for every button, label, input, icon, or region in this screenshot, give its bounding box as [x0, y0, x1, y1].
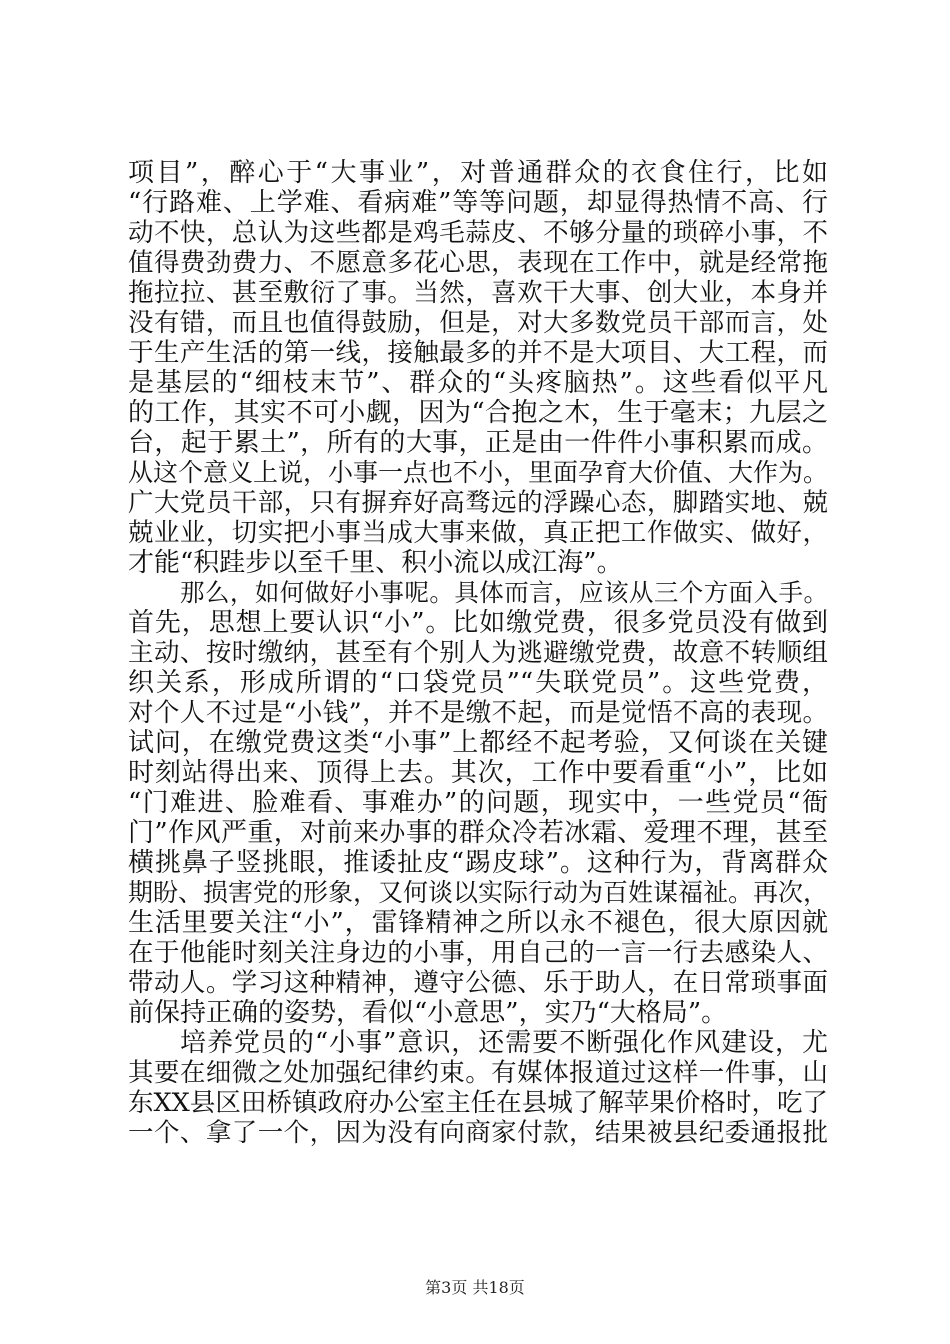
text-line: 一个、拿了一个，因为没有向商家付款，结果被县纪委通报批	[128, 1118, 828, 1148]
text-line: 时刻站得出来、顶得上去。其次，工作中要看重“小”，比如	[128, 758, 828, 788]
text-line: 前保持正确的姿势，看似“小意思”，实乃“大格局”。	[128, 998, 728, 1028]
text-line: 织关系，形成所谓的“口袋党员”“失联党员”。这些党费，	[128, 668, 828, 698]
text-line: 项目”，醉心于“大事业”，对普通群众的衣食住行，比如	[128, 158, 828, 188]
text-line: “门难进、脸难看、事难办”的问题，现实中，一些党员“衙	[128, 788, 828, 818]
text-line: 带动人。学习这种精神，遵守公德、乐于助人，在日常琐事面	[128, 968, 828, 998]
text-line: 是基层的“细枝末节”、群众的“头疼脑热”。这些看似平凡	[128, 368, 828, 398]
text-line: 的工作，其实不可小觑，因为“合抱之木，生于毫末；九层之	[128, 398, 828, 428]
text-line: 从这个意义上说，小事一点也不小，里面孕育大价值、大作为。	[128, 458, 829, 487]
text-line: 动不快，总认为这些都是鸡毛蒜皮、不够分量的琐碎小事，不	[128, 218, 828, 248]
text-line: 东XX县区田桥镇政府办公室主任在县城了解苹果价格时，吃了	[128, 1088, 828, 1118]
text-line: 首先，思想上要认识“小”。比如缴党费，很多党员没有做到	[128, 608, 828, 638]
text-line: 台，起于累土”，所有的大事，正是由一件件小事积累而成。	[128, 428, 828, 458]
text-line: 横挑鼻子竖挑眼，推诿扯皮“踢皮球”。这种行为，背离群众	[128, 848, 828, 878]
text-line: “行路难、上学难、看病难”等等问题，却显得热情不高、行	[128, 188, 828, 218]
page-number-footer: 第3页 共18页	[425, 1278, 525, 1297]
text-line: 其要在细微之处加强纪律约束。有媒体报道过这样一件事，山	[128, 1058, 828, 1088]
text-line: 试问，在缴党费这类“小事”上都经不起考验，又何谈在关键	[128, 728, 828, 758]
text-line: 门”作风严重，对前来办事的群众冷若冰霜、爱理不理，甚至	[128, 818, 828, 848]
paragraph-start-line: 培养党员的“小事”意识，还需要不断强化作风建设，尤	[180, 1028, 828, 1058]
text-line: 主动、按时缴纳，甚至有个别人为逃避缴党费，故意不转顺组	[128, 638, 828, 668]
text-line: 值得费劲费力、不愿意多花心思，表现在工作中，就是经常拖	[128, 248, 828, 278]
text-line: 在于他能时刻关注身边的小事，用自己的一言一行去感染人、	[128, 938, 828, 968]
text-line: 对个人不过是“小钱”，并不是缴不起，而是觉悟不高的表现。	[128, 698, 828, 728]
text-line: 兢业业，切实把小事当成大事来做，真正把工作做实、做好，	[128, 518, 828, 548]
text-line: 于生产生活的第一线，接触最多的并不是大项目、大工程，而	[128, 338, 828, 368]
text-line: 拖拉拉、甚至敷衍了事。当然，喜欢干大事、创大业，本身并	[128, 278, 828, 308]
text-line: 才能“积跬步以至千里、积小流以成江海”。	[128, 548, 623, 578]
text-line: 期盼、损害党的形象，又何谈以实际行动为百姓谋福祉。再次，	[128, 878, 829, 907]
text-line: 没有错，而且也值得鼓励，但是，对大多数党员干部而言，处	[128, 308, 828, 338]
paragraph-start-line: 那么，如何做好小事呢。具体而言，应该从三个方面入手。	[180, 578, 828, 607]
document-body	[128, 158, 828, 1148]
text-line: 生活里要关注“小”，雷锋精神之所以永不褪色，很大原因就	[128, 908, 828, 938]
text-line: 广大党员干部，只有摒弃好高骛远的浮躁心态，脚踏实地、兢	[128, 488, 828, 518]
